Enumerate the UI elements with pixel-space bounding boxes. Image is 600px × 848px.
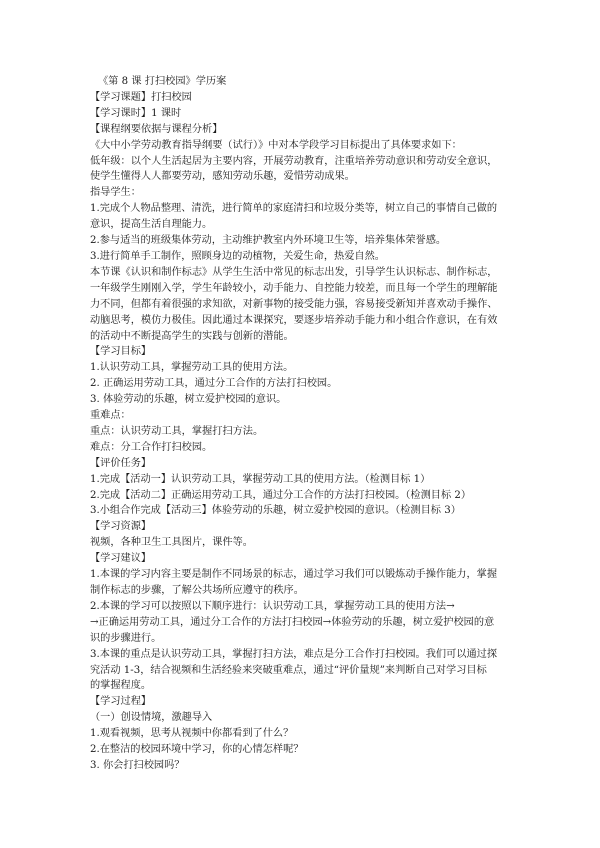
text-line: 2. 正确运用劳动工具，通过分工合作的方法打扫校园。 (90, 378, 338, 390)
text-line: 重难点： (90, 410, 131, 422)
text-line: 一年级学生刚刚入学，学生年龄较小，动手能力、自控能力较差，而且每一个学生的理解能 (90, 282, 498, 294)
text-line: 的掌握程度。 (90, 680, 152, 692)
text-line: 的活动中不断提高学生的实践与创新的潜能。 (90, 330, 294, 342)
text-line: 动脑思考，模仿力极佳。因此通过本课探究，要逐步培养动手能力和小组合作意识，在有效 (90, 314, 498, 326)
text-line: 1.认识劳动工具，掌握劳动工具的使用方法。 (90, 362, 294, 374)
text-line: 3.小组合作完成【活动三】体验劳动的乐趣，树立爱护校园的意识。（检测目标 3） (90, 505, 461, 517)
section-heading: 【学习资源】 (90, 521, 152, 533)
text-line: 视频，各种卫生工具图片，课件等。 (90, 537, 253, 549)
text-line: →正确运用劳动工具，通过分工合作的方法打扫校园→体验劳动的乐趣，树立爱护校园的意 (90, 616, 495, 628)
document-body (90, 74, 510, 774)
text-line: 低年级：以个人生活起居为主要内容，开展劳动教育，注重培养劳动意识和劳动安全意识， (90, 155, 498, 167)
text-line: 2.在整洁的校园环境中学习，你的心情怎样呢？ (90, 744, 304, 756)
text-line: 制作标志的步骤，了解公共场所应遵守的秩序。 (90, 585, 304, 596)
text-line: 1.完成个人物品整理、清洗，进行简单的家庭清扫和垃圾分类等，树立自己的事情自己做的 (90, 203, 498, 215)
section-heading: 【学习过程】 (90, 696, 152, 708)
text-line: 本节课《认识和制作标志》从学生生活中常见的标志出发，引导学生认识标志、制作标志， (90, 266, 498, 278)
text-line: 指导学生： (90, 187, 141, 199)
text-line: 2.参与适当的班级集体劳动，主动维护教室内外环境卫生等，培养集体荣誉感。 (90, 235, 447, 247)
section-heading: 【评价任务】 (90, 457, 152, 469)
text-line: 力不同，但都有着很强的求知欲，对新事物的接受能力强，容易接受新知并喜欢动手操作、 (90, 298, 498, 310)
text-line: 3.进行简单手工制作，照顾身边的动植物，关爱生命，热爱自然。 (90, 250, 385, 262)
text-line: 3. 你会打扫校园吗？ (90, 759, 185, 771)
text-line: 1.完成【活动一】认识劳动工具，掌握劳动工具的使用方法。（检测目标 1） (90, 473, 431, 485)
text-line: （一）创设情境，激趣导入 (90, 712, 213, 724)
text-line: 难点：分工合作打扫校园。 (90, 441, 213, 453)
section-heading: 【学习课时】1 课时 (90, 107, 182, 119)
text-line: 2.本课的学习可以按照以下顺序进行：认识劳动工具，掌握劳动工具的使用方法→ (90, 600, 455, 612)
document-title: 《第 8 课 打扫校园》学历案 (98, 76, 227, 87)
section-heading: 【学习课题】打扫校园 (90, 91, 192, 103)
text-line: 1.本课的学习内容主要是制作不同场景的标志，通过学习我们可以锻炼动手操作能力，掌握 (90, 569, 498, 581)
text-line: 《大中小学劳动教育指导纲要（试行）》中对本学段学习目标提出了具体要求如下： (90, 139, 462, 151)
section-heading: 【学习目标】 (90, 346, 152, 358)
text-line: 究活动 1-3，结合视频和生活经验来突破重难点，通过“评价量规”来判断自己对学习目标 (90, 664, 487, 676)
text-line: 使学生懂得人人都要劳动，感知劳动乐趣，爱惜劳动成果。 (90, 171, 355, 183)
text-line: 1.观看视频，思考从视频中你都看到了什么？ (90, 728, 294, 740)
text-line: 识的步骤进行。 (90, 632, 162, 644)
section-heading: 【课程纲要依据与课程分析】 (90, 123, 223, 135)
text-line: 重点：认识劳动工具，掌握打扫方法。 (90, 425, 264, 437)
text-line: 3.本课的重点是认识劳动工具，掌握打扫方法，难点是分工合作打扫校园。我们可以通过探 (90, 648, 498, 660)
text-line: 3. 体验劳动的乐趣，树立爱护校园的意识。 (90, 394, 287, 406)
text-line: 意识，提高生活自理能力。 (90, 219, 213, 231)
section-heading: 【学习建议】 (90, 553, 152, 565)
text-line: 2.完成【活动二】正确运用劳动工具，通过分工合作的方法打扫校园。（检测目标 2） (90, 489, 472, 501)
